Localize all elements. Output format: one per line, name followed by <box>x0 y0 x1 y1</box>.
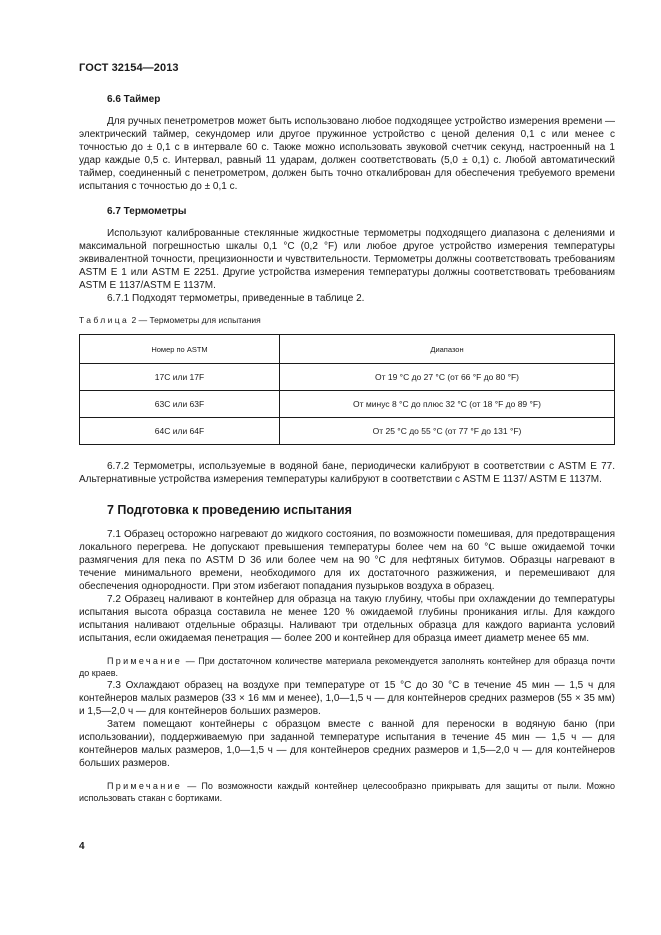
cell-range: От 19 °С до 27 °С (от 66 °F до 80 °F) <box>280 364 615 391</box>
column-header-astm-number: Номер по ASTM <box>80 335 280 364</box>
note-1-text: — При достаточном количестве материала рекомендуется заполнять контейнер для образца почти до краев. <box>79 656 615 678</box>
cell-range: От 25 °С до 55 °С (от 77 °F до 131 °F) <box>280 418 615 445</box>
section-6-7-title: 6.7 Термометры <box>107 206 187 217</box>
section-7-2-paragraph: 7.2 Образец наливают в контейнер для образца на такую глубину, чтобы при охлаждении до температуры испытания высота образца составила не менее 120 % ожидаемой глубины проникания иглы. Для каждого испытания наливают отдельные образцы. Наливают три отдельных образца для каждого варианта условий испытания, если ожидаемая пенетрация — более 200 и контейнер для образца имеет диаметр менее 65 мм. <box>79 594 615 644</box>
section-6-6-paragraph: Для ручных пенетрометров может быть использовано любое подходящее устройство измерения времени — электрический таймер, секундомер или другое пружинное устройство с ценой деления 0,1 с или менее с точностью до ± 0,1 с в интервале 60 с. Также можно использовать звуковой счетчик секунд, настроенный на 1 удар каждые 0,5 с. Интервал, равный 11 ударам, должен соответствовать (5,0 ± 0,1) с. Любой автоматический таймер, соединенный с пенетрометром, должен быть точно откалиброван для обеспечения требуемого времени испытания с точностью до ± 0,1 с. <box>79 116 615 192</box>
section-7-1-paragraph: 7.1 Образец осторожно нагревают до жидкого состояния, по возможности помешивая, для предотвращения локального перегрева. Не допускают превышения температуры более чем на 60 °С выше ожидаемой точки размягчения для пека по ASTM D 36 или более чем на 90 °С для нефтяных битумов. Образцы нагревают в течение минимального времени, необходимого для их достаточного разжижения, и перемешивают для обеспечения однородности. При этом избегают попадания пузырьков воздуха в образец. <box>79 529 615 592</box>
section-7-title: 7 Подготовка к проведению испытания <box>107 503 352 517</box>
cell-range: От минус 8 °С до плюс 32 °С (от 18 °F до 89 °F) <box>280 391 615 418</box>
note-2 <box>79 780 615 804</box>
page-content <box>79 93 615 804</box>
cell-astm-number: 64C или 64F <box>80 418 280 445</box>
document-header: ГОСТ 32154—2013 <box>79 62 179 74</box>
table-row <box>80 418 615 445</box>
cell-astm-number: 63C или 63F <box>80 391 280 418</box>
section-7-3-continuation: Затем помещают контейнеры с образцом вместе с ванной для переноски в водяную баню (при использовании), поддерживаемую при заданной температуре испытания в течение 45 мин — 1,5 ч — для контейнеров малых размеров, 1,0—1,5 ч — для контейнеров средних размеров и 1,5—2,0 ч — для контейнеров больших размеров. <box>79 719 615 769</box>
note-1-label: Примечание <box>107 656 183 666</box>
table-row <box>80 391 615 418</box>
table-2-caption-label: Таблица <box>79 315 130 325</box>
table-2-caption <box>79 314 615 326</box>
note-1 <box>79 655 615 679</box>
thermometers-table <box>79 334 615 445</box>
section-6-7-2-paragraph: 6.7.2 Термометры, используемые в водяной бане, периодически калибруют в соответствии с ASTM E 77. Альтернативные устройства измерения температуры калибруют в соответствии с ASTM E 1137/ ASTM E 1137M. <box>79 461 615 485</box>
table-2-caption-text: 2 — Термометры для испытания <box>131 315 261 325</box>
page-number: 4 <box>79 841 85 852</box>
note-2-text: — По возможности каждый контейнер целесообразно прикрывать для защиты от пыли. Можно использовать стакан с бортиками. <box>79 781 615 803</box>
section-6-7-paragraph: Используют калиброванные стеклянные жидкостные термометры подходящего диапазона с делениями и максимальной погрешностью шкалы 0,1 °С (0,2 °F) или любое другое устройство измерения температуры эквивалентной точности, прецизионности и чувствительности. Термометры должны соответствовать требованиям ASTM E 1 или ASTM E 2251. Другие устройства измерения температуры должны соответствовать требованиям ASTM E 1137/ASTM E 1137M. <box>79 228 615 291</box>
table-header-row <box>80 335 615 364</box>
section-7-3-paragraph: 7.3 Охлаждают образец на воздухе при температуре от 15 °С до 30 °С в течение 45 мин — 1,5 ч для контейнеров малых размеров (33 × 16 мм и менее), 1,0—1,5 ч — для контейнеров средних размеров (55 × 35 мм) и 1,5—2,0 ч — для контейнеров больших размеров. <box>79 680 615 717</box>
table-row <box>80 364 615 391</box>
section-6-6-title: 6.6 Таймер <box>107 94 161 105</box>
note-2-label: Примечание <box>107 781 183 791</box>
section-6-7-1-paragraph: 6.7.1 Подходят термометры, приведенные в таблице 2. <box>107 293 365 304</box>
cell-astm-number: 17C или 17F <box>80 364 280 391</box>
column-header-range: Диапазон <box>280 335 615 364</box>
